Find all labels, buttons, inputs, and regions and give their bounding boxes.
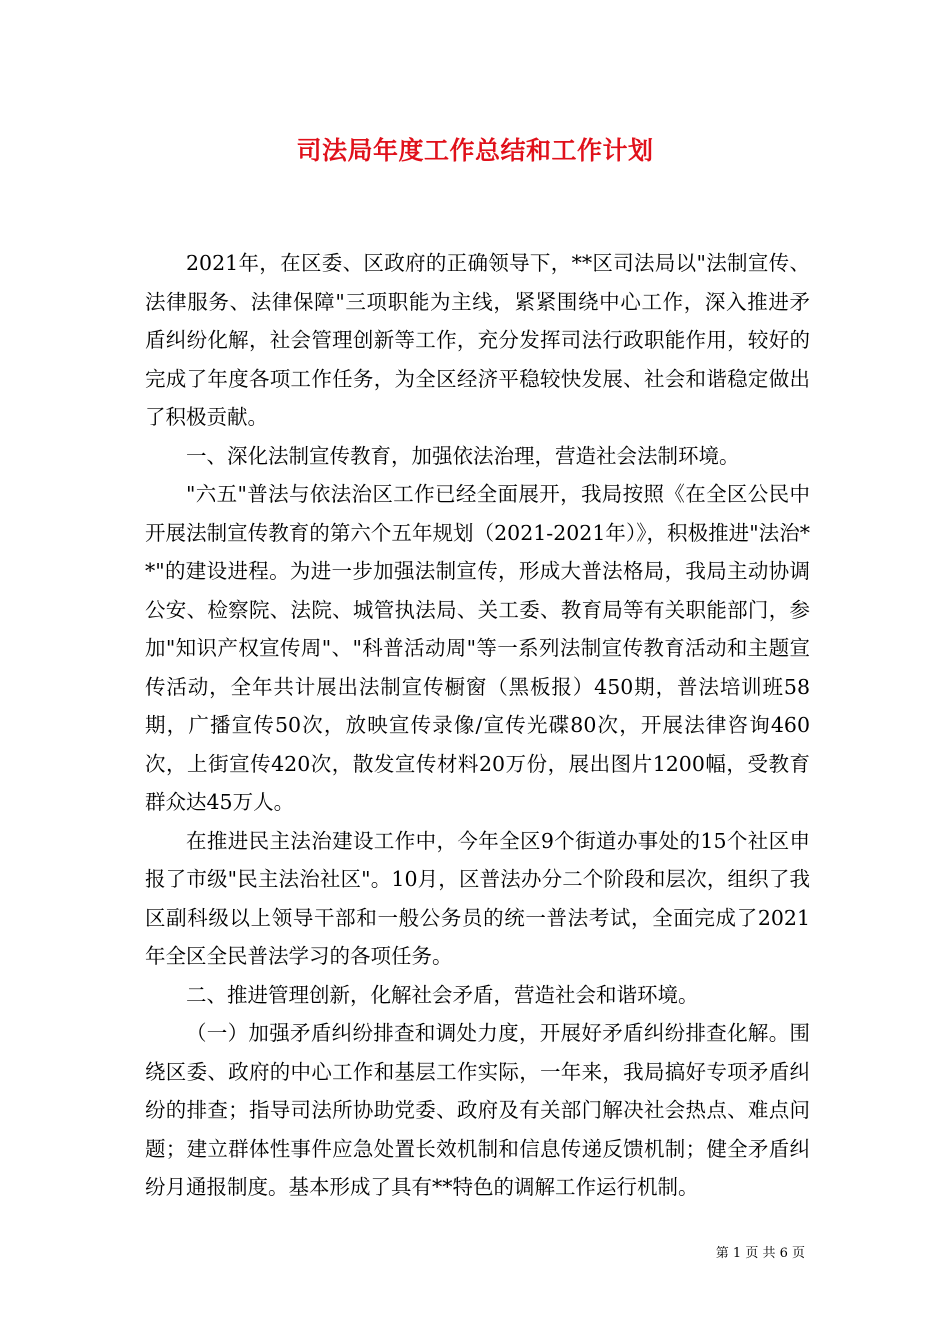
paragraph-intro: 2021年，在区委、区政府的正确领导下，**区司法局以"法制宣传、法律服务、法律保障"三项职能为主线，紧紧围绕中心工作，深入推进矛盾纠纷化解，社会管理创新等工作，充分发挥司法行政职能作用，较好的完成了年度各项工作任务，为全区经济平稳较快发展、社会和谐稳定做出了积极贡献。 xyxy=(145,251,810,429)
paragraph-legal-education: "六五"普法与依法治区工作已经全面展开，我局按照《在全区公民中开展法制宣传教育的第六个五年规划（2021-2021年）》，积极推进"法治**"的建设进程。为进一步加强法制宣传，形成大普法格局，我局主动协调公安、检察院、法院、城管执法局、关工委、教育局等有关职能部门，参加"知识产权宣传周"、"科普活动周"等一系列法制宣传教育活动和主题宣传活动，全年共计展出法制宣传橱窗（黑板报）450期，普法培训班58期，广播宣传50次，放映宣传录像/宣传光碟80次，开展法律咨询460次，上街宣传420次，散发宣传材料20万份，展出图片1200幅，受教育群众达45万人。 xyxy=(145,482,810,814)
document-title: 司法局年度工作总结和工作计划 xyxy=(296,136,654,165)
paragraph-democracy-rule-of-law: 在推进民主法治建设工作中，今年全区9个街道办事处的15个社区申报了市级"民主法治社区"。10月，区普法办分二个阶段和层次，组织了我区副科级以上领导干部和一般公务员的统一普法考试，全面完成了2021年全区全民普法学习的各项任务。 xyxy=(145,828,810,968)
paragraph-dispute-resolution: （一）加强矛盾纠纷排查和调处力度，开展好矛盾纠纷排查化解。围绕区委、政府的中心工作和基层工作实际，一年来，我局搞好专项矛盾纠纷的排查；指导司法所协助党委、政府及有关部门解决社会热点、难点问题；建立群体性事件应急处置长效机制和信息传递反馈机制；健全矛盾纠纷月通报制度。基本形成了具有**特色的调解工作运行机制。 xyxy=(145,1021,810,1199)
page-number: 第 1 页 共 6 页 xyxy=(715,1246,805,1261)
section-heading-2: 二、推进管理创新，化解社会矛盾，营造社会和谐环境。 xyxy=(186,982,699,1007)
section-heading-1: 一、深化法制宣传教育，加强依法治理，营造社会法制环境。 xyxy=(186,443,740,468)
document-body xyxy=(145,244,810,1207)
